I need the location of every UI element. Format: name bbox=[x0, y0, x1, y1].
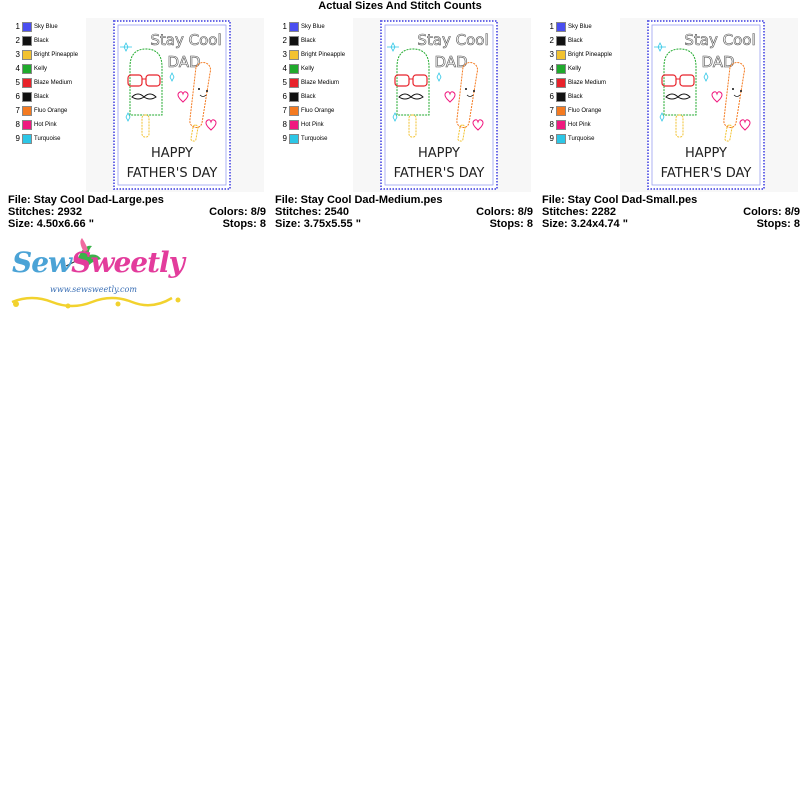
stitch-count: Stitches: 2540 bbox=[275, 206, 349, 218]
thread-name: Hot Pink bbox=[568, 122, 591, 128]
sew-sweetly-logo bbox=[8, 238, 193, 313]
thread-color-item bbox=[542, 90, 632, 104]
logo-text: SewSweetly bbox=[12, 246, 184, 279]
thread-swatch bbox=[22, 134, 32, 144]
thread-color-item bbox=[542, 20, 632, 34]
thread-color-item bbox=[542, 132, 632, 146]
thread-name: Fluo Orange bbox=[34, 108, 68, 114]
thread-color-item bbox=[275, 34, 365, 48]
thread-name: Sky Blue bbox=[568, 24, 592, 30]
thread-name: Black bbox=[301, 38, 316, 44]
thread-color-item bbox=[275, 118, 365, 132]
thread-number: 6 bbox=[549, 92, 554, 101]
design-text-dad: DAD bbox=[701, 53, 735, 71]
thread-name: Black bbox=[34, 94, 49, 100]
design-preview bbox=[86, 18, 264, 192]
thread-name: Turquoise bbox=[301, 136, 328, 142]
thread-swatch bbox=[556, 78, 566, 88]
thread-name: Fluo Orange bbox=[568, 108, 602, 114]
stop-count: Stops: 8 bbox=[756, 218, 800, 230]
thread-name: Fluo Orange bbox=[301, 108, 335, 114]
thread-swatch bbox=[556, 106, 566, 116]
thread-number: 8 bbox=[282, 120, 287, 129]
thread-color-item bbox=[8, 90, 98, 104]
thread-number: 9 bbox=[15, 134, 20, 143]
thread-color-item bbox=[8, 48, 98, 62]
design-panel-large bbox=[8, 18, 266, 236]
thread-name: Sky Blue bbox=[301, 24, 325, 30]
thread-swatch bbox=[556, 22, 566, 32]
thread-swatch bbox=[22, 106, 32, 116]
thread-color-item bbox=[8, 118, 98, 132]
design-panel-medium bbox=[275, 18, 533, 236]
design-text-stay-cool: Stay Cool bbox=[150, 31, 222, 49]
thread-number: 9 bbox=[549, 134, 554, 143]
thread-name: Sky Blue bbox=[34, 24, 58, 30]
thread-swatch bbox=[289, 22, 299, 32]
color-count: Colors: 8/9 bbox=[209, 206, 266, 218]
thread-number: 4 bbox=[282, 64, 287, 73]
thread-swatch bbox=[22, 64, 32, 74]
thread-color-item bbox=[8, 76, 98, 90]
design-size: Size: 4.50x6.66 " bbox=[8, 218, 94, 230]
color-count: Colors: 8/9 bbox=[476, 206, 533, 218]
thread-number: 5 bbox=[282, 78, 287, 87]
file-name: File: Stay Cool Dad-Small.pes bbox=[542, 194, 698, 206]
design-text-happy: HAPPY bbox=[684, 146, 728, 161]
page-title: Actual Sizes And Stitch Counts bbox=[318, 0, 482, 12]
thread-color-item bbox=[542, 62, 632, 76]
thread-color-item bbox=[8, 62, 98, 76]
thread-color-item bbox=[275, 62, 365, 76]
thread-color-item bbox=[8, 132, 98, 146]
thread-color-list bbox=[542, 20, 632, 146]
logo-url: www.sewsweetly.com bbox=[50, 285, 137, 294]
thread-color-item bbox=[8, 104, 98, 118]
thread-color-item bbox=[542, 48, 632, 62]
thread-swatch bbox=[289, 134, 299, 144]
thread-name: Turquoise bbox=[568, 136, 595, 142]
stay-cool-dad-design bbox=[112, 19, 232, 191]
design-panel-small bbox=[542, 18, 800, 236]
design-size: Size: 3.75x5.55 " bbox=[275, 218, 361, 230]
thread-swatch bbox=[556, 134, 566, 144]
thread-number: 8 bbox=[549, 120, 554, 129]
thread-swatch bbox=[289, 120, 299, 130]
color-count: Colors: 8/9 bbox=[743, 206, 800, 218]
thread-swatch bbox=[556, 92, 566, 102]
thread-name: Hot Pink bbox=[301, 122, 324, 128]
design-preview bbox=[620, 18, 798, 192]
thread-color-item bbox=[8, 20, 98, 34]
design-text-stay-cool: Stay Cool bbox=[417, 31, 489, 49]
stay-cool-dad-design bbox=[646, 19, 766, 191]
design-text-dad: DAD bbox=[167, 53, 201, 71]
thread-number: 5 bbox=[15, 78, 20, 87]
thread-swatch bbox=[289, 92, 299, 102]
thread-name: Blaze Medium bbox=[34, 80, 73, 86]
thread-swatch bbox=[22, 36, 32, 46]
thread-color-item bbox=[542, 76, 632, 90]
design-text-happy: HAPPY bbox=[150, 146, 194, 161]
thread-number: 6 bbox=[15, 92, 20, 101]
thread-swatch bbox=[22, 92, 32, 102]
design-text-dad: DAD bbox=[434, 53, 468, 71]
thread-swatch bbox=[289, 106, 299, 116]
thread-color-item bbox=[542, 118, 632, 132]
thread-swatch bbox=[556, 64, 566, 74]
stop-count: Stops: 8 bbox=[489, 218, 533, 230]
thread-swatch bbox=[22, 120, 32, 130]
thread-color-item bbox=[275, 90, 365, 104]
thread-number: 5 bbox=[549, 78, 554, 87]
thread-color-item bbox=[275, 76, 365, 90]
thread-swatch bbox=[22, 22, 32, 32]
thread-number: 3 bbox=[549, 50, 554, 59]
thread-swatch bbox=[289, 78, 299, 88]
thread-number: 7 bbox=[15, 106, 20, 115]
thread-swatch bbox=[556, 36, 566, 46]
thread-color-item bbox=[542, 34, 632, 48]
design-text-fathers-day: FATHER'S DAY bbox=[126, 166, 218, 181]
thread-number: 6 bbox=[282, 92, 287, 101]
thread-name: Bright Pineapple bbox=[34, 52, 79, 58]
thread-swatch bbox=[289, 50, 299, 60]
thread-number: 3 bbox=[15, 50, 20, 59]
thread-swatch bbox=[289, 36, 299, 46]
stop-count: Stops: 8 bbox=[222, 218, 266, 230]
thread-color-item bbox=[542, 104, 632, 118]
design-text-fathers-day: FATHER'S DAY bbox=[660, 166, 752, 181]
thread-swatch bbox=[22, 50, 32, 60]
design-text-happy: HAPPY bbox=[417, 146, 461, 161]
stitch-count: Stitches: 2932 bbox=[8, 206, 82, 218]
thread-name: Blaze Medium bbox=[301, 80, 340, 86]
design-text-fathers-day: FATHER'S DAY bbox=[393, 166, 485, 181]
thread-number: 3 bbox=[282, 50, 287, 59]
thread-number: 7 bbox=[549, 106, 554, 115]
thread-color-item bbox=[275, 20, 365, 34]
thread-number: 2 bbox=[15, 36, 20, 45]
thread-name: Kelly bbox=[568, 66, 582, 72]
stay-cool-dad-design bbox=[379, 19, 499, 191]
thread-number: 9 bbox=[282, 134, 287, 143]
thread-swatch bbox=[22, 78, 32, 88]
thread-name: Bright Pineapple bbox=[568, 52, 613, 58]
thread-number: 1 bbox=[282, 22, 287, 31]
thread-number: 8 bbox=[15, 120, 20, 129]
thread-color-item bbox=[8, 34, 98, 48]
design-text-stay-cool: Stay Cool bbox=[684, 31, 756, 49]
thread-color-item bbox=[275, 104, 365, 118]
design-size: Size: 3.24x4.74 " bbox=[542, 218, 628, 230]
stitch-count: Stitches: 2282 bbox=[542, 206, 616, 218]
thread-name: Blaze Medium bbox=[568, 80, 607, 86]
thread-name: Black bbox=[568, 38, 583, 44]
thread-number: 4 bbox=[15, 64, 20, 73]
thread-swatch bbox=[556, 50, 566, 60]
thread-name: Kelly bbox=[34, 66, 48, 72]
thread-color-list bbox=[275, 20, 365, 146]
thread-color-item bbox=[275, 132, 365, 146]
thread-number: 2 bbox=[282, 36, 287, 45]
file-info bbox=[542, 194, 800, 230]
thread-color-item bbox=[275, 48, 365, 62]
file-info bbox=[275, 194, 533, 230]
thread-name: Black bbox=[34, 38, 49, 44]
thread-color-list bbox=[8, 20, 98, 146]
file-name: File: Stay Cool Dad-Large.pes bbox=[8, 194, 164, 206]
thread-name: Turquoise bbox=[34, 136, 61, 142]
thread-name: Bright Pineapple bbox=[301, 52, 346, 58]
thread-name: Kelly bbox=[301, 66, 315, 72]
file-name: File: Stay Cool Dad-Medium.pes bbox=[275, 194, 443, 206]
thread-name: Black bbox=[568, 94, 583, 100]
thread-number: 7 bbox=[282, 106, 287, 115]
thread-number: 4 bbox=[549, 64, 554, 73]
thread-name: Hot Pink bbox=[34, 122, 57, 128]
design-preview bbox=[353, 18, 531, 192]
thread-swatch bbox=[289, 64, 299, 74]
thread-swatch bbox=[556, 120, 566, 130]
thread-number: 2 bbox=[549, 36, 554, 45]
file-info bbox=[8, 194, 266, 230]
thread-name: Black bbox=[301, 94, 316, 100]
thread-number: 1 bbox=[15, 22, 20, 31]
thread-number: 1 bbox=[549, 22, 554, 31]
